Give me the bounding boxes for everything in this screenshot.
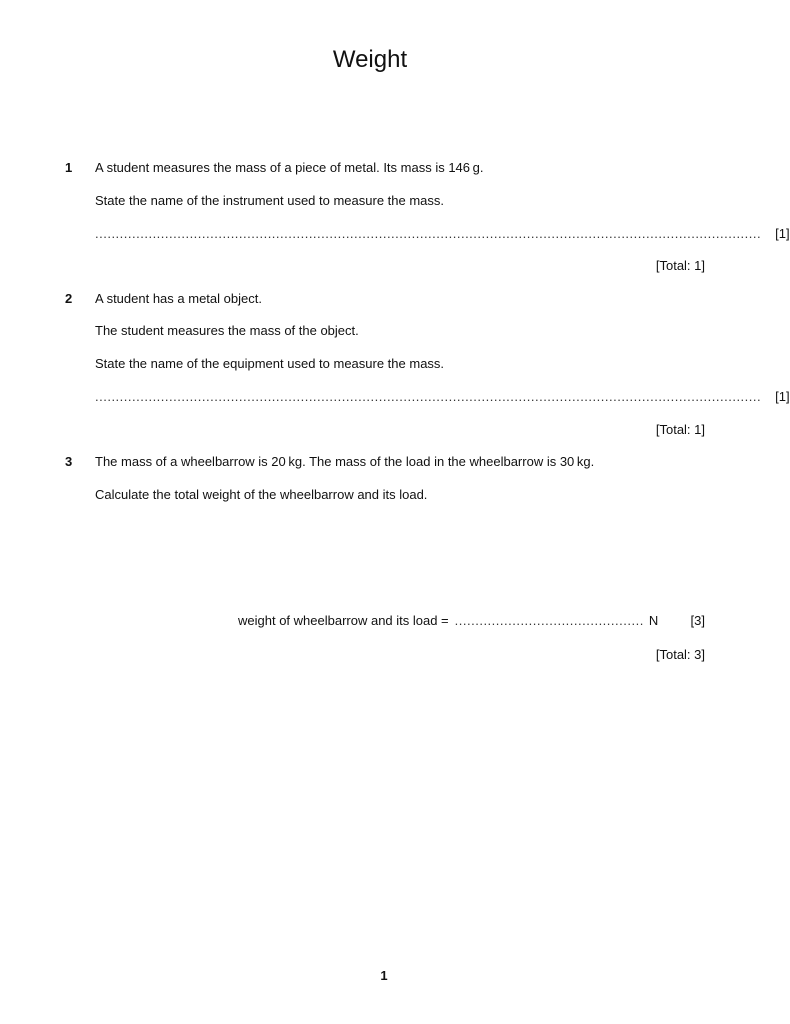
question-number: 1 bbox=[65, 160, 73, 175]
question-instruction: Calculate the total weight of the wheelbarrow and its load. bbox=[95, 487, 428, 502]
answer-line[interactable] bbox=[95, 389, 790, 404]
question-text: The mass of a wheelbarrow is 20 kg. The mass of the load in the wheelbarrow is 30 kg. bbox=[95, 454, 595, 469]
answer-dots: .................................................................................................................................................................. bbox=[95, 226, 762, 241]
mark-allocation: [1] bbox=[775, 389, 790, 404]
page-number: 1 bbox=[380, 968, 388, 983]
question-number: 3 bbox=[65, 454, 73, 469]
answer-line[interactable] bbox=[238, 613, 705, 628]
question-total: [Total: 1] bbox=[655, 258, 705, 273]
question-text: The student measures the mass of the object. bbox=[95, 323, 359, 338]
answer-dots: .................................................................................................................................................................. bbox=[95, 389, 762, 404]
answer-label: weight of wheelbarrow and its load = bbox=[238, 613, 449, 628]
question-number: 2 bbox=[65, 291, 73, 306]
mark-allocation: [1] bbox=[775, 226, 790, 241]
question-instruction: State the name of the equipment used to measure the mass. bbox=[95, 356, 445, 371]
question-total: [Total: 3] bbox=[655, 647, 705, 662]
page-title: Weight bbox=[332, 46, 408, 73]
question-text: A student measures the mass of a piece of metal. Its mass is 146 g. bbox=[95, 160, 484, 175]
question-text: A student has a metal object. bbox=[95, 291, 262, 306]
question-total: [Total: 1] bbox=[655, 422, 705, 437]
mark-allocation: [3] bbox=[690, 613, 705, 628]
answer-dots: .............................................. bbox=[454, 613, 644, 628]
question-instruction: State the name of the instrument used to measure the mass. bbox=[95, 193, 445, 208]
answer-line[interactable] bbox=[95, 226, 790, 241]
answer-unit: N bbox=[648, 613, 659, 628]
